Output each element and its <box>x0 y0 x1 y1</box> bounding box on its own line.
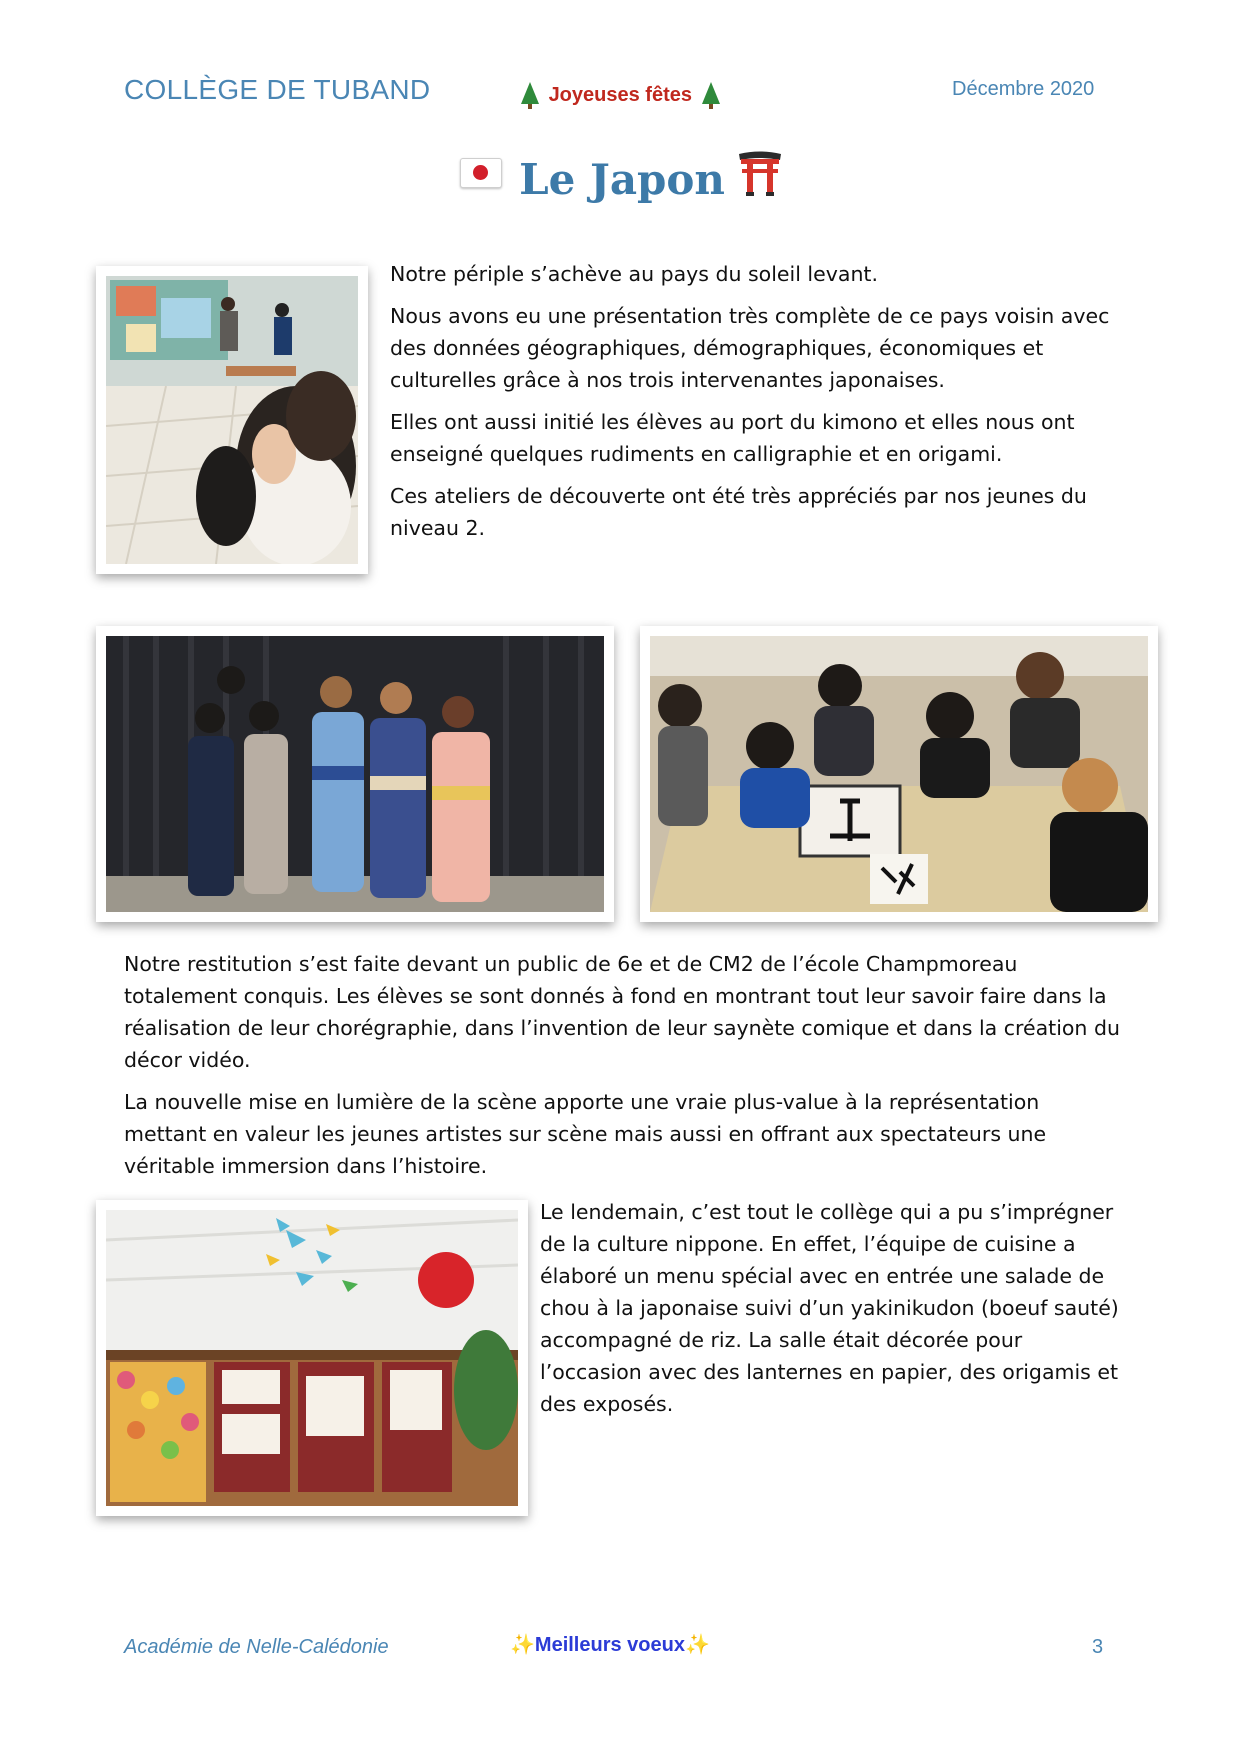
christmas-tree-icon <box>521 82 539 104</box>
intro-paragraph-2: Nous avons eu une présentation très complète de ce pays voisin avec des données géographiques, démographiques, économiques et culturelles grâce à nos trois intervenantes japonaises. <box>390 304 1110 392</box>
photo-cafeteria <box>96 1200 528 1516</box>
middle-paragraph-2: La nouvelle mise en lumière de la scène apporte une vraie plus-value à la représentation mettant en valeur les jeunes artistes sur scène mais aussi en offrant aux spectateurs une véritable immersion dans l’histoire. <box>124 1090 1047 1178</box>
japan-flag-icon <box>460 158 502 188</box>
school-name: COLLÈGE DE TUBAND <box>124 74 431 105</box>
photo-calligraphy <box>640 626 1158 922</box>
cafeteria-image <box>106 1210 518 1506</box>
footer-academy: Académie de Nelle-Calédonie <box>124 1636 389 1658</box>
middle-paragraph-1: Notre restitution s’est faite devant un public de 6e et de CM2 de l’école Champmoreau totalement conquis. Les élèves se sont donnés à fond en montrant tout leur savoir faire dans la réalisation de leur chorégraphie, dans l’invention de leur saynète comique et dans la création du décor vidéo. <box>124 952 1120 1072</box>
footer-wishes <box>510 1632 710 1657</box>
footer-wishes-text: Meilleurs voeux <box>534 1634 685 1656</box>
calligraphy-image <box>650 636 1148 912</box>
greeting <box>517 82 724 107</box>
intro-paragraph-3: Elles ont aussi initié les élèves au port du kimono et elles nous ont enseigné quelques rudiments en calligraphie et en origami. <box>390 410 1075 466</box>
greeting-text: Joyeuses fêtes <box>548 84 692 106</box>
intro-text <box>390 258 1110 554</box>
page-title: Le Japon <box>519 155 725 204</box>
bottom-text <box>540 1196 1120 1430</box>
issue-date: Décembre 2020 <box>952 78 1095 100</box>
presentation-image <box>106 276 358 564</box>
christmas-tree-icon <box>702 82 720 104</box>
intro-paragraph-1: Notre périple s’achève au pays du soleil levant. <box>390 262 878 286</box>
page-title-row <box>460 150 782 210</box>
photo-kimono-group <box>96 626 614 922</box>
bottom-paragraph: Le lendemain, c’est tout le collège qui a pu s’imprégner de la culture nippone. En effet, l’équipe de cuisine a élaboré un menu spécial avec en entrée une salade de chou à la japonaise suivi d’un yakinikudon (boeuf sauté) accompagné de riz. La salle était décorée pour l’occasion avec des lanternes en papier, des origamis et des exposés. <box>540 1200 1119 1416</box>
kimono-group-image <box>106 636 604 912</box>
torii-gate-icon <box>738 150 782 196</box>
middle-text <box>124 948 1124 1192</box>
page-number: 3 <box>1092 1636 1104 1658</box>
sparkles-icon: ✨ <box>684 1634 710 1656</box>
photo-presentation <box>96 266 368 574</box>
sparkles-icon: ✨ <box>510 1634 535 1656</box>
intro-paragraph-4: Ces ateliers de découverte ont été très appréciés par nos jeunes du niveau 2. <box>390 484 1087 540</box>
